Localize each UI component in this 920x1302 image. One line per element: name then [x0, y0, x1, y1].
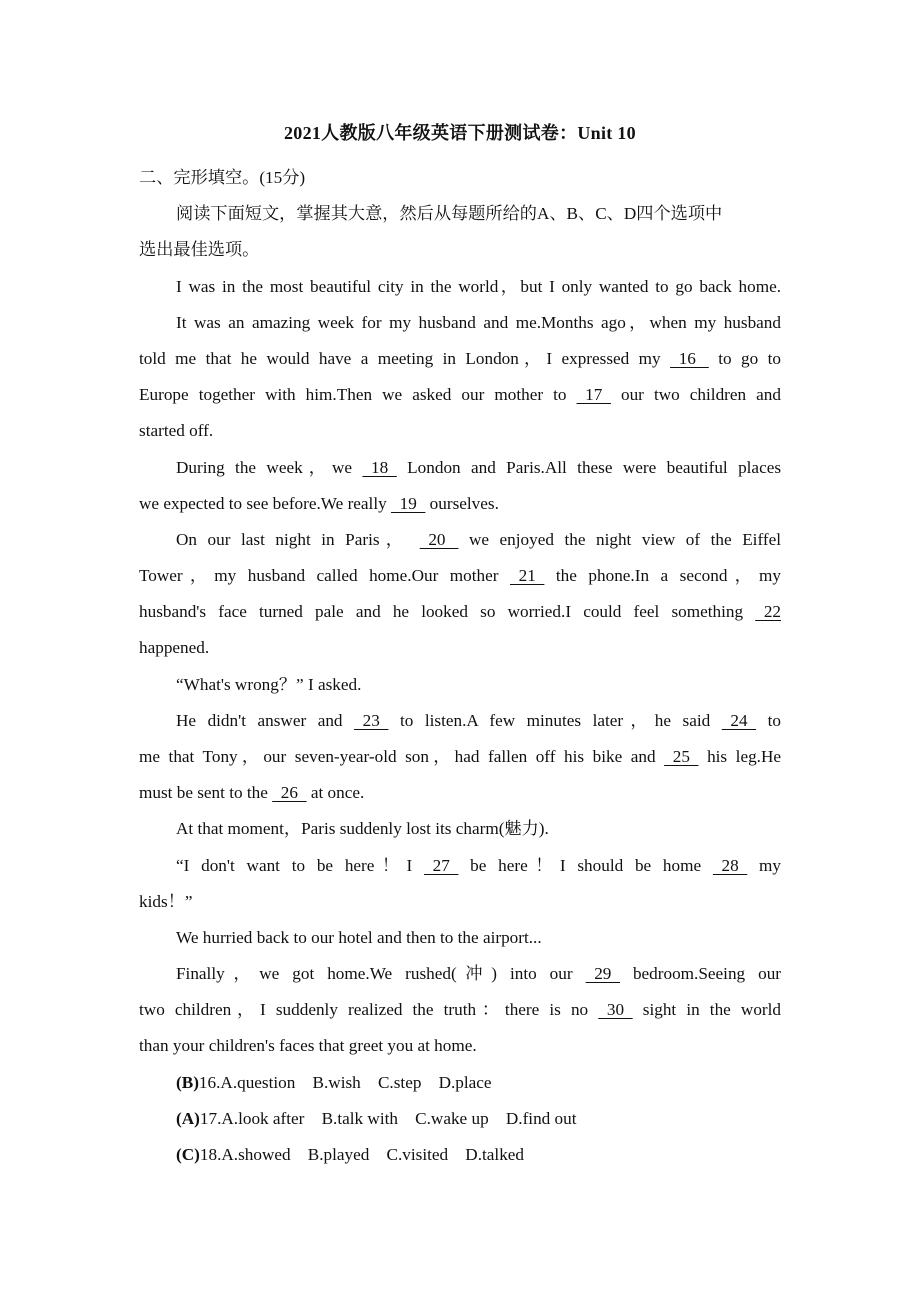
passage-line [139, 344, 781, 374]
text-segment: the phone.In a second，my [555, 566, 781, 585]
text-segment: our two children and [620, 385, 781, 404]
text-segment: into our [509, 964, 573, 983]
passage-line: kids！” [139, 892, 193, 911]
blank-17: 17 [576, 385, 611, 404]
text-segment: we enjoyed the night view of the Eiffel [468, 530, 782, 549]
passage-line [139, 380, 781, 410]
passage-line: than your children's faces that greet you at home. [139, 1036, 477, 1055]
answer-key: (C) [176, 1145, 200, 1164]
text-segment: Finally，we got home.We rushed(冲) [176, 964, 497, 983]
text-segment: we expected to see before.We really [139, 494, 387, 513]
text-segment: two children，I suddenly realized the truth：there is no [139, 1000, 589, 1019]
question-options: 17.A.look after B.talk with C.wake up D.find out [199, 1109, 577, 1128]
text-segment: husband's face turned pale and he looked so worried.I could feel something [139, 602, 744, 621]
question-options: 18.A.showed B.played C.visited D.talked [199, 1145, 525, 1164]
instructions-line-2: 选出最佳选项。 [139, 240, 260, 259]
blank-28: 28 [712, 856, 748, 875]
passage-line [139, 561, 781, 591]
blank-21: 21 [510, 566, 545, 585]
text-segment: be here！I should be home [470, 856, 702, 875]
instructions-line-1: 阅读下面短文，掌握其大意，然后从每题所给的A、B、C、D四个选项中 [176, 204, 723, 223]
passage-line [176, 453, 781, 483]
text-segment: Europe together with him.Then we asked our mother to [139, 385, 567, 404]
blank-20: 20 [419, 530, 459, 549]
blank-16: 16 [670, 349, 709, 368]
passage-line [139, 778, 781, 808]
text-segment: must be sent to the [139, 783, 268, 802]
text-segment: told me that he would have a meeting in London，I expressed my [139, 349, 661, 368]
question-17 [176, 1104, 781, 1134]
passage-line [139, 597, 781, 627]
passage-line: I was in the most beautiful city in the world，but I only wanted to go back home. [176, 277, 781, 296]
blank-26: 26 [272, 783, 307, 802]
text-segment: Tower，my husband called home.Our mother [139, 566, 499, 585]
passage-line: It was an amazing week for my husband and me.Months ago，when my husband [176, 313, 781, 332]
answer-key: (B) [176, 1073, 199, 1092]
text-segment: my [759, 856, 781, 875]
blank-18: 18 [362, 458, 397, 477]
passage-line [176, 706, 781, 736]
text-segment: to [767, 711, 782, 730]
blank-23: 23 [354, 711, 389, 730]
passage-line [139, 995, 781, 1025]
blank-27: 27 [424, 856, 459, 875]
answer-key: (A) [176, 1109, 200, 1128]
passage-line [139, 742, 781, 772]
text-segment: “I don't want to be here！I [176, 856, 413, 875]
passage-line [176, 959, 781, 989]
blank-19: 19 [391, 494, 426, 513]
text-segment: sight in the world [642, 1000, 782, 1019]
text-segment: me that Tony，our seven-year-old son，had fallen off his bike and [139, 747, 656, 766]
text-segment: He didn't answer and [176, 711, 343, 730]
blank-25: 25 [664, 747, 699, 766]
text-segment: During the week，we [176, 458, 353, 477]
blank-22: 22 [755, 602, 781, 621]
passage-line [176, 851, 781, 881]
section-heading: 二、完形填空。(15分) [139, 168, 306, 187]
text-segment: to listen.A few minutes later，he said [399, 711, 711, 730]
question-options: 16.A.question B.wish C.step D.place [198, 1073, 492, 1092]
text-segment: On our last night in Paris， [176, 530, 410, 549]
question-18 [176, 1140, 781, 1170]
blank-29: 29 [585, 964, 620, 983]
passage-line: We hurried back to our hotel and then to the airport... [176, 928, 542, 947]
question-16 [176, 1068, 781, 1098]
document-title: 2021人教版八年级英语下册测试卷：Unit 10 [283, 123, 636, 143]
passage-line: “What's wrong？” I asked. [176, 675, 362, 694]
blank-30: 30 [598, 1000, 633, 1019]
passage-line: happened. [139, 638, 210, 657]
text-segment: ourselves. [429, 494, 499, 513]
passage-line: At that moment，Paris suddenly lost its charm(魅力). [176, 819, 549, 838]
text-segment: his leg.He [707, 747, 782, 766]
passage-line: started off. [139, 421, 214, 440]
text-segment: at once. [310, 783, 365, 802]
blank-24: 24 [721, 711, 757, 730]
passage-line [176, 525, 781, 555]
passage-line [139, 489, 781, 519]
text-segment: bedroom.Seeing our [632, 964, 782, 983]
text-segment: London and Paris.All these were beautiful places [407, 458, 782, 477]
text-segment: to go to [718, 349, 781, 368]
